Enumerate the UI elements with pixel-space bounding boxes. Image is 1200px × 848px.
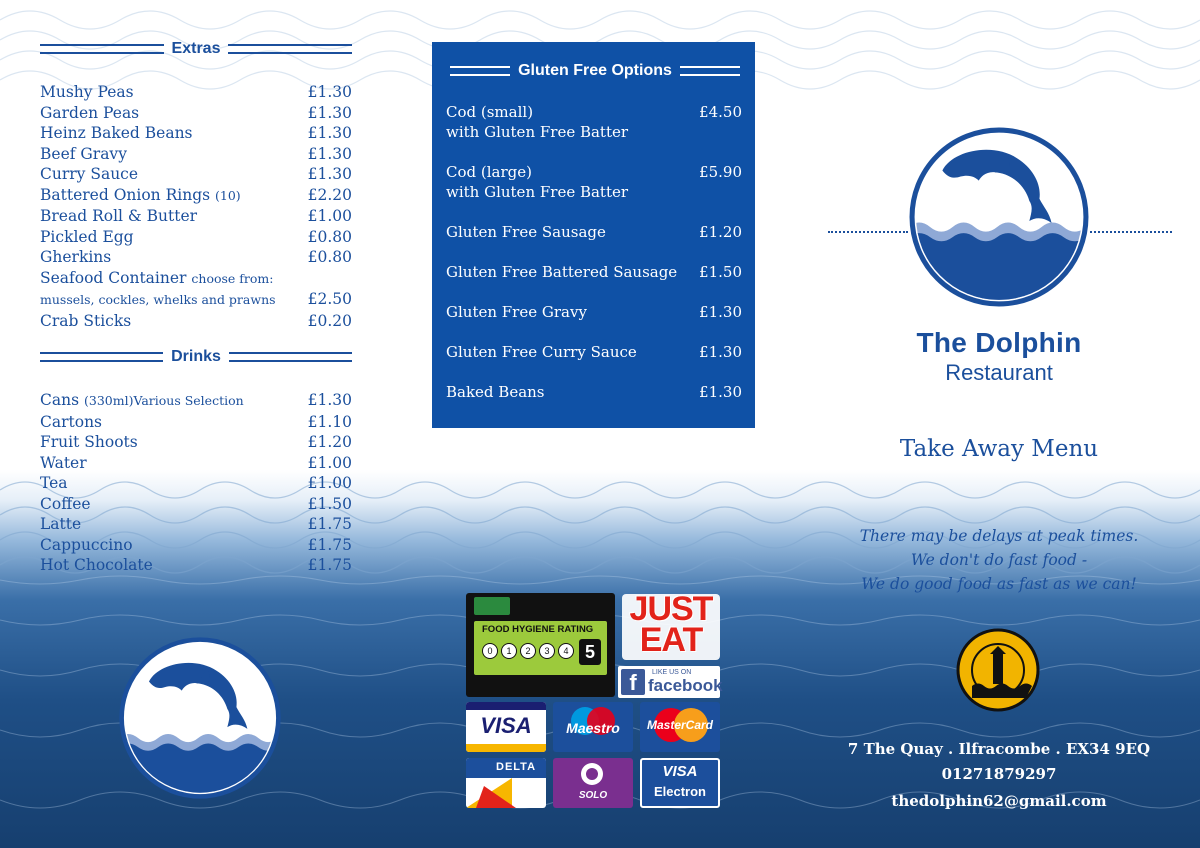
visa-electron-label-1: VISA [662, 763, 698, 780]
list-item: Pickled Egg £0.80 [40, 227, 352, 246]
list-item: Garden Peas £1.30 [40, 103, 352, 122]
restaurant-name: The Dolphin [916, 327, 1082, 358]
phone-number[interactable]: 01271879297 [941, 765, 1057, 783]
list-item: Cappuccino £1.75 [40, 535, 352, 554]
visa-label: VISA [480, 713, 532, 738]
solo-card-icon [553, 758, 633, 808]
list-item: Fruit Shoots £1.20 [40, 433, 352, 451]
mastercard-card-icon [640, 702, 720, 752]
scale-0: 0 [482, 643, 498, 659]
list-item: Battered Onion Rings (10) £2.20 [40, 185, 352, 204]
maestro-label: Maestro [566, 720, 620, 736]
list-item: Coffee £1.50 [40, 494, 352, 513]
facebook-like-text: LIKE US ON [652, 669, 692, 676]
extras-list [40, 82, 352, 331]
just-eat-line-2: EAT [639, 621, 703, 659]
heading-rule [680, 66, 740, 76]
maestro-card-icon [553, 702, 633, 752]
solo-label: SOLO [578, 790, 608, 801]
drinks-heading-text: Drinks [171, 348, 221, 365]
list-item: Gluten Free Curry Sauce £1.30 [446, 343, 742, 361]
just-eat-logo [622, 590, 720, 660]
list-item: Cod (small) with Gluten Free Batter £4.50 [446, 103, 742, 141]
fish-friers-federation-badge-icon [956, 628, 1040, 712]
hygiene-rating-panel [474, 621, 607, 675]
restaurant-subtitle: Restaurant [945, 360, 1053, 385]
food-hygiene-rating-badge [466, 593, 615, 697]
fsa-logo-icon [474, 597, 510, 615]
scale-3: 3 [539, 643, 555, 659]
list-item: Gluten Free Sausage £1.20 [446, 223, 742, 241]
heading-rule [40, 44, 164, 54]
list-item: Tea £1.00 [40, 474, 352, 492]
facebook-icon: f [621, 669, 645, 695]
heading-rule [228, 44, 352, 54]
menu-title: Take Away Menu [899, 436, 1099, 462]
hygiene-score: 5 [579, 639, 601, 665]
notice-line: We do good food as fast as we can! [861, 575, 1137, 593]
list-item: Cartons £1.10 [40, 412, 352, 431]
list-item: Latte £1.75 [40, 515, 352, 533]
just-eat-line-1: JUST [629, 590, 713, 628]
list-item: Cod (large) with Gluten Free Batter £5.90 [446, 163, 742, 201]
gluten-free-panel [432, 42, 755, 428]
list-item: Gherkins £0.80 [40, 248, 352, 266]
scale-2: 2 [520, 643, 536, 659]
delay-notice [836, 524, 1162, 596]
address: 7 The Quay . Ilfracombe . EX34 9EQ [847, 740, 1151, 758]
hygiene-scale [482, 643, 574, 659]
visa-card-icon [466, 702, 546, 752]
mastercard-label: MasterCard [646, 718, 714, 732]
dotted-divider-right [1090, 231, 1172, 235]
list-item: Mushy Peas £1.30 [40, 83, 352, 101]
list-item: Cans (330ml)Various Selection £1.30 [40, 391, 352, 409]
visa-electron-card-icon [640, 758, 720, 808]
list-item: Baked Beans £1.30 [446, 383, 742, 401]
list-item: Beef Gravy £1.30 [40, 144, 352, 163]
list-item: Crab Sticks £0.20 [40, 311, 352, 330]
extras-heading [40, 40, 352, 58]
list-item: Gluten Free Gravy £1.30 [446, 303, 742, 321]
heading-rule [450, 66, 510, 76]
gluten-free-heading [450, 62, 740, 80]
hygiene-label: FOOD HYGIENE RATING [482, 624, 594, 635]
list-item: Gluten Free Battered Sausage £1.50 [446, 263, 742, 281]
list-item: Hot Chocolate £1.75 [40, 556, 352, 574]
list-item: Curry Sauce £1.30 [40, 165, 352, 183]
email-address[interactable]: thedolphin62@gmail.com [891, 792, 1107, 810]
visa-electron-label-2: Electron [653, 784, 706, 799]
heading-rule [40, 352, 163, 362]
dolphin-logo-icon [908, 126, 1090, 308]
notice-line: We don't do fast food - [910, 551, 1088, 569]
facebook-badge[interactable] [618, 666, 723, 698]
drinks-heading [40, 348, 352, 366]
extras-heading-text: Extras [171, 40, 221, 57]
delta-label: DELTA [496, 761, 537, 773]
notice-line: There may be delays at peak times. [859, 527, 1139, 545]
list-item: Seafood Container choose from: [40, 268, 274, 287]
list-item: Water £1.00 [40, 453, 352, 472]
dolphin-logo-icon [118, 636, 282, 800]
heading-rule [229, 352, 352, 362]
list-item: Heinz Baked Beans £1.30 [40, 124, 352, 142]
scale-4: 4 [558, 643, 574, 659]
dotted-divider-left [828, 231, 908, 235]
scale-1: 1 [501, 643, 517, 659]
drinks-list [40, 390, 352, 576]
gluten-free-heading-text: Gluten Free Options [518, 62, 672, 79]
delta-card-icon [466, 758, 546, 808]
list-item: Bread Roll & Butter £1.00 [40, 207, 352, 225]
list-item: mussels, cockles, whelks and prawns £2.50 [40, 290, 352, 308]
facebook-wordmark: facebook [648, 676, 723, 695]
